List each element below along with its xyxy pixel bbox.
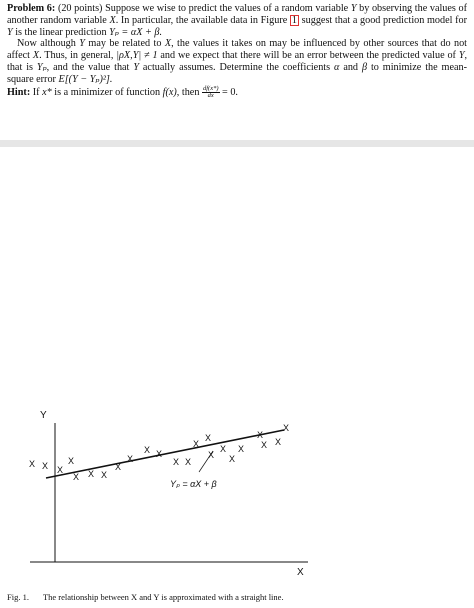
fraction-numerator: df(x*) — [202, 84, 219, 92]
math-var: α — [334, 61, 340, 73]
math-var: X — [32, 50, 40, 62]
problem-paragraph-1 — [7, 3, 467, 38]
regression-line — [46, 430, 284, 478]
text-run: Suppose we wise to predict the values of a random variable — [105, 3, 349, 14]
page-separator — [0, 140, 474, 147]
text-run: , that is — [7, 50, 468, 73]
problem-points: (20 points) — [57, 3, 103, 14]
text-run: = 0. — [222, 86, 238, 98]
data-point: X — [208, 450, 215, 460]
x-axis-label: X — [297, 567, 304, 578]
text-run: , and the value that — [46, 61, 130, 73]
data-point: X — [29, 459, 36, 469]
problem-paragraph-2 — [7, 38, 467, 85]
hint-label: Hint: — [7, 86, 31, 98]
data-point: X — [238, 444, 245, 454]
text-run: is a minimizer of function — [54, 86, 161, 98]
data-point: X — [88, 469, 95, 479]
data-point: X — [220, 444, 227, 454]
text-run: and we expect that there will be an error between the predicted value of — [160, 50, 456, 62]
data-point: X — [185, 457, 192, 467]
data-point: X — [127, 454, 134, 464]
math-var: X — [109, 14, 116, 26]
text-run: . Thus, in general, — [39, 50, 114, 62]
y-axis-label: Y — [40, 410, 47, 421]
text-run: suggest that a good prediction model for — [301, 14, 468, 26]
data-point: X — [68, 456, 75, 466]
data-point: X — [73, 472, 80, 482]
caption-text: The relationship between X and Y is approximated with a straight line. — [42, 592, 284, 602]
data-point: X — [156, 449, 163, 459]
fraction-denominator: dx — [207, 91, 214, 99]
correlation-expression: |ρX,Y| ≠ 1 — [116, 50, 158, 62]
math-var: Y — [458, 50, 465, 62]
scatter-figure — [0, 147, 474, 587]
math-var: x* — [42, 86, 52, 98]
text-run: If — [32, 86, 40, 98]
data-point: X — [144, 445, 151, 455]
math-var: Y — [7, 26, 13, 38]
text-run: by observing the values of another random variable — [7, 3, 468, 26]
data-point: X — [261, 440, 268, 450]
math-var: Y — [79, 38, 85, 50]
data-point: X — [57, 465, 64, 475]
mse-expression: E[(Y − Yₚ)²]. — [58, 73, 113, 85]
regression-line-label: Yₚ = αX + β — [170, 479, 217, 489]
data-point: X — [173, 457, 180, 467]
math-var: Y — [350, 3, 357, 14]
problem-hint — [7, 86, 467, 99]
figure-number: Fig. 1. — [7, 592, 29, 602]
data-point: X — [193, 439, 200, 449]
text-run: is the linear prediction — [15, 26, 107, 38]
text-run: may be related to — [88, 38, 162, 50]
data-point: X — [42, 461, 49, 471]
problem-heading: Problem 6: — [7, 3, 56, 14]
text-run: and — [343, 61, 359, 73]
figure-caption — [7, 592, 284, 602]
derivative-fraction — [202, 86, 220, 99]
data-point: X — [229, 454, 236, 464]
text-run: , then — [176, 86, 200, 98]
data-point: X — [115, 462, 122, 472]
data-point: X — [257, 430, 264, 440]
math-var: X — [164, 38, 172, 50]
problem-6 — [7, 3, 467, 99]
text-run: . In particular, the available data in Figure — [115, 14, 288, 26]
math-var: Y — [133, 61, 139, 73]
prediction-equation: Yₚ = αX + β. — [109, 26, 163, 38]
data-point: X — [101, 470, 108, 480]
math-var: β — [361, 61, 368, 73]
text-run: to minimize the mean-square error — [7, 61, 468, 85]
math-var: Yₚ — [36, 61, 47, 73]
text-run: Now although — [17, 38, 76, 50]
text-run: , the values it takes on may be influenced by other sources that do not affect — [7, 38, 468, 62]
math-var: f(x) — [162, 86, 177, 98]
data-point: X — [283, 423, 290, 433]
page-top — [0, 0, 474, 140]
data-point: X — [275, 437, 282, 447]
text-run: actually assumes. Determine the coefficients — [142, 61, 331, 73]
page-bottom — [0, 147, 474, 608]
figure-reference-link[interactable]: 1 — [291, 14, 297, 26]
data-point: X — [205, 433, 212, 443]
